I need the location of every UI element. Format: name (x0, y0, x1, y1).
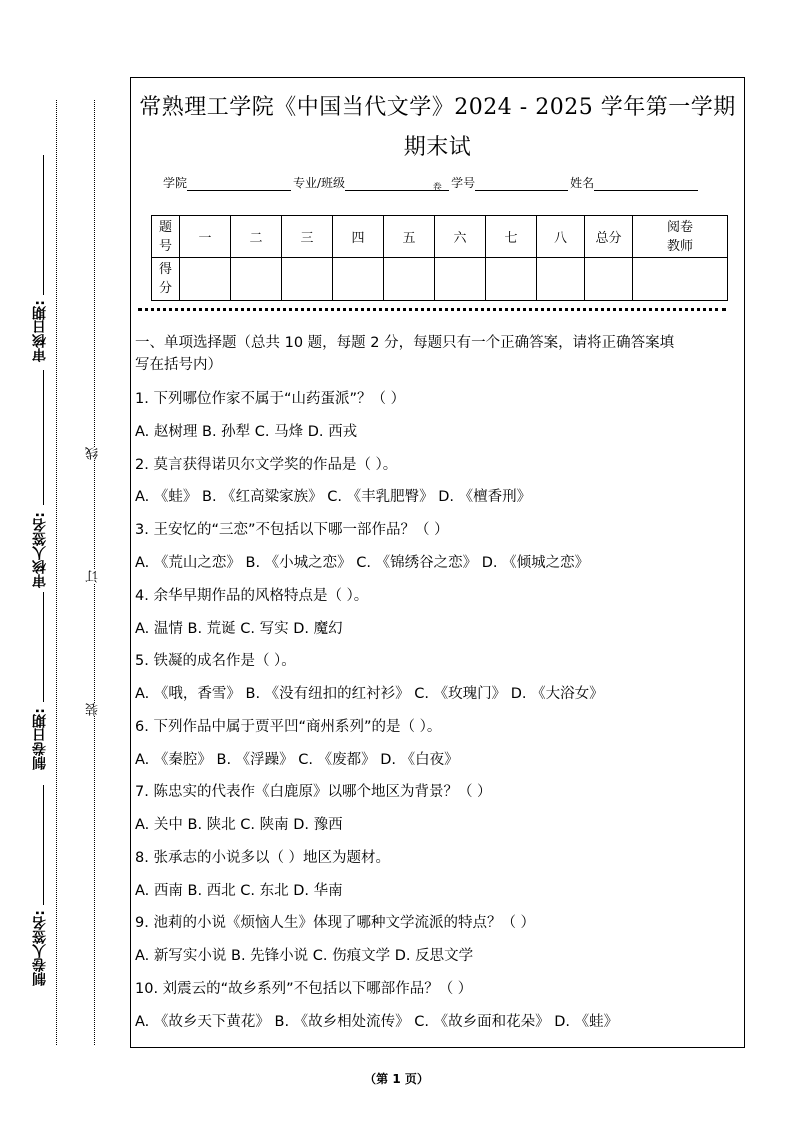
score-cell[interactable] (231, 258, 282, 301)
score-table (151, 215, 728, 301)
binding-dotted-line-outer (56, 100, 57, 1045)
dotted-separator (138, 308, 726, 311)
student-info-row (163, 174, 700, 191)
column-7-header: 七 (486, 216, 537, 258)
maker-sign-label: 制卷人签名: (32, 910, 48, 986)
question-9-options: A. 新写实小说 B. 先锋小说 C. 伤痕文学 D. 反思文学 (135, 948, 474, 964)
question-5-options: A. 《哦，香雪》 B. 《没有纽扣的红衬衫》 C. 《玫瑰门》 D. 《大浴女》 (135, 686, 604, 702)
reviewer-sign-label: 审核人签名: (32, 512, 48, 588)
question-8-stem: 8. 张承志的小说多以（ ）地区为题材。 (135, 850, 391, 866)
major-field[interactable] (345, 178, 449, 191)
question-3-options: A. 《荒山之恋》 B. 《小城之恋》 C. 《锦绣谷之恋》 D. 《倾城之恋》 (135, 555, 590, 571)
column-4-header: 四 (333, 216, 384, 258)
name-label: 姓名 (570, 176, 595, 190)
total-score-cell[interactable] (585, 258, 633, 301)
score-cell[interactable] (282, 258, 333, 301)
question-2-options: A. 《蛙》 B. 《红高粱家族》 C. 《丰乳肥臀》 D. 《檀香刑》 (135, 489, 532, 505)
page-number: （第 1 页） (364, 1072, 429, 1086)
question-7-stem: 7. 陈忠实的代表作《白鹿原》以哪个地区为背景？（ ） (135, 784, 492, 800)
score-cell[interactable] (384, 258, 435, 301)
total-header: 总分 (585, 216, 633, 258)
college-label: 学院 (163, 176, 188, 190)
column-8-header: 八 (537, 216, 585, 258)
name-field[interactable] (594, 178, 698, 191)
section-1-heading: 一、单项选择题（总共 10 题，每题 2 分，每题只有一个正确答案，请将正确答案填 写在括号内） (135, 335, 675, 373)
question-10-stem: 10. 刘震云的“故乡系列”不包括以下哪部作品？（ ） (135, 981, 473, 997)
question-7-options: A. 关中 B. 陕北 C. 陕南 D. 豫西 (135, 817, 343, 833)
score-table-header-cell: 题 号 (152, 216, 180, 258)
question-2-stem: 2. 莫言获得诺贝尔文学奖的作品是（ ）。 (135, 457, 398, 473)
question-6-stem: 6. 下列作品中属于贾平凹“商州系列”的是（ ）。 (135, 719, 442, 735)
question-3-stem: 3. 王安忆的“三恋”不包括以下哪一部作品？（ ） (135, 522, 449, 538)
column-2-header: 二 (231, 216, 282, 258)
student-id-label: 学号 (451, 176, 476, 190)
question-10-options: A. 《故乡天下黄花》 B. 《故乡相处流传》 C. 《故乡面和花朵》 D. 《蛙》 (135, 1014, 619, 1030)
reviewer-date-label: 审核日期: (32, 300, 48, 362)
column-3-header: 三 (282, 216, 333, 258)
binding-word-ding: 订 (86, 570, 101, 583)
binding-word-zhuang: 装 (86, 703, 101, 716)
score-cell[interactable] (435, 258, 486, 301)
title-line-2: 卷 (432, 183, 443, 193)
title-line-1: 常熟理工学院《中国当代文学》2024 - 2025 学年第一学期期末试 (139, 95, 736, 160)
score-cell[interactable] (180, 258, 231, 301)
reviewer-sign-line (43, 370, 44, 505)
column-1-header: 一 (180, 216, 231, 258)
column-6-header: 六 (435, 216, 486, 258)
question-1-stem: 1. 下列哪位作家不属于“山药蛋派”？（ ） (135, 391, 406, 407)
maker-date-label: 制卷日期: (32, 708, 48, 770)
question-4-options: A. 温情 B. 荒诞 C. 写实 D. 魔幻 (135, 621, 343, 637)
reviewer-date-line (43, 155, 44, 295)
maker-date-line (43, 592, 44, 702)
binding-word-line: 线 (86, 447, 101, 460)
score-cell[interactable] (537, 258, 585, 301)
major-label: 专业/班级 (293, 176, 346, 190)
question-1-options: A. 赵树理 B. 孙犁 C. 马烽 D. 西戎 (135, 424, 358, 440)
score-cell[interactable] (333, 258, 384, 301)
grader-cell[interactable] (633, 258, 728, 301)
question-6-options: A. 《秦腔》 B. 《浮躁》 C. 《废都》 D. 《白夜》 (135, 752, 459, 768)
question-9-stem: 9. 池莉的小说《烦恼人生》体现了哪种文学流派的特点？（ ） (135, 915, 536, 931)
score-row-label: 得 分 (152, 258, 180, 301)
student-id-field[interactable] (475, 178, 568, 191)
column-5-header: 五 (384, 216, 435, 258)
question-8-options: A. 西南 B. 西北 C. 东北 D. 华南 (135, 883, 343, 899)
question-5-stem: 5. 铁凝的成名作是（ ）。 (135, 653, 296, 669)
maker-sign-line (43, 785, 44, 905)
score-cell[interactable] (486, 258, 537, 301)
college-field[interactable] (187, 178, 291, 191)
question-4-stem: 4. 余华早期作品的风格特点是（ ）。 (135, 588, 369, 604)
grader-header: 阅卷 教师 (633, 216, 728, 258)
